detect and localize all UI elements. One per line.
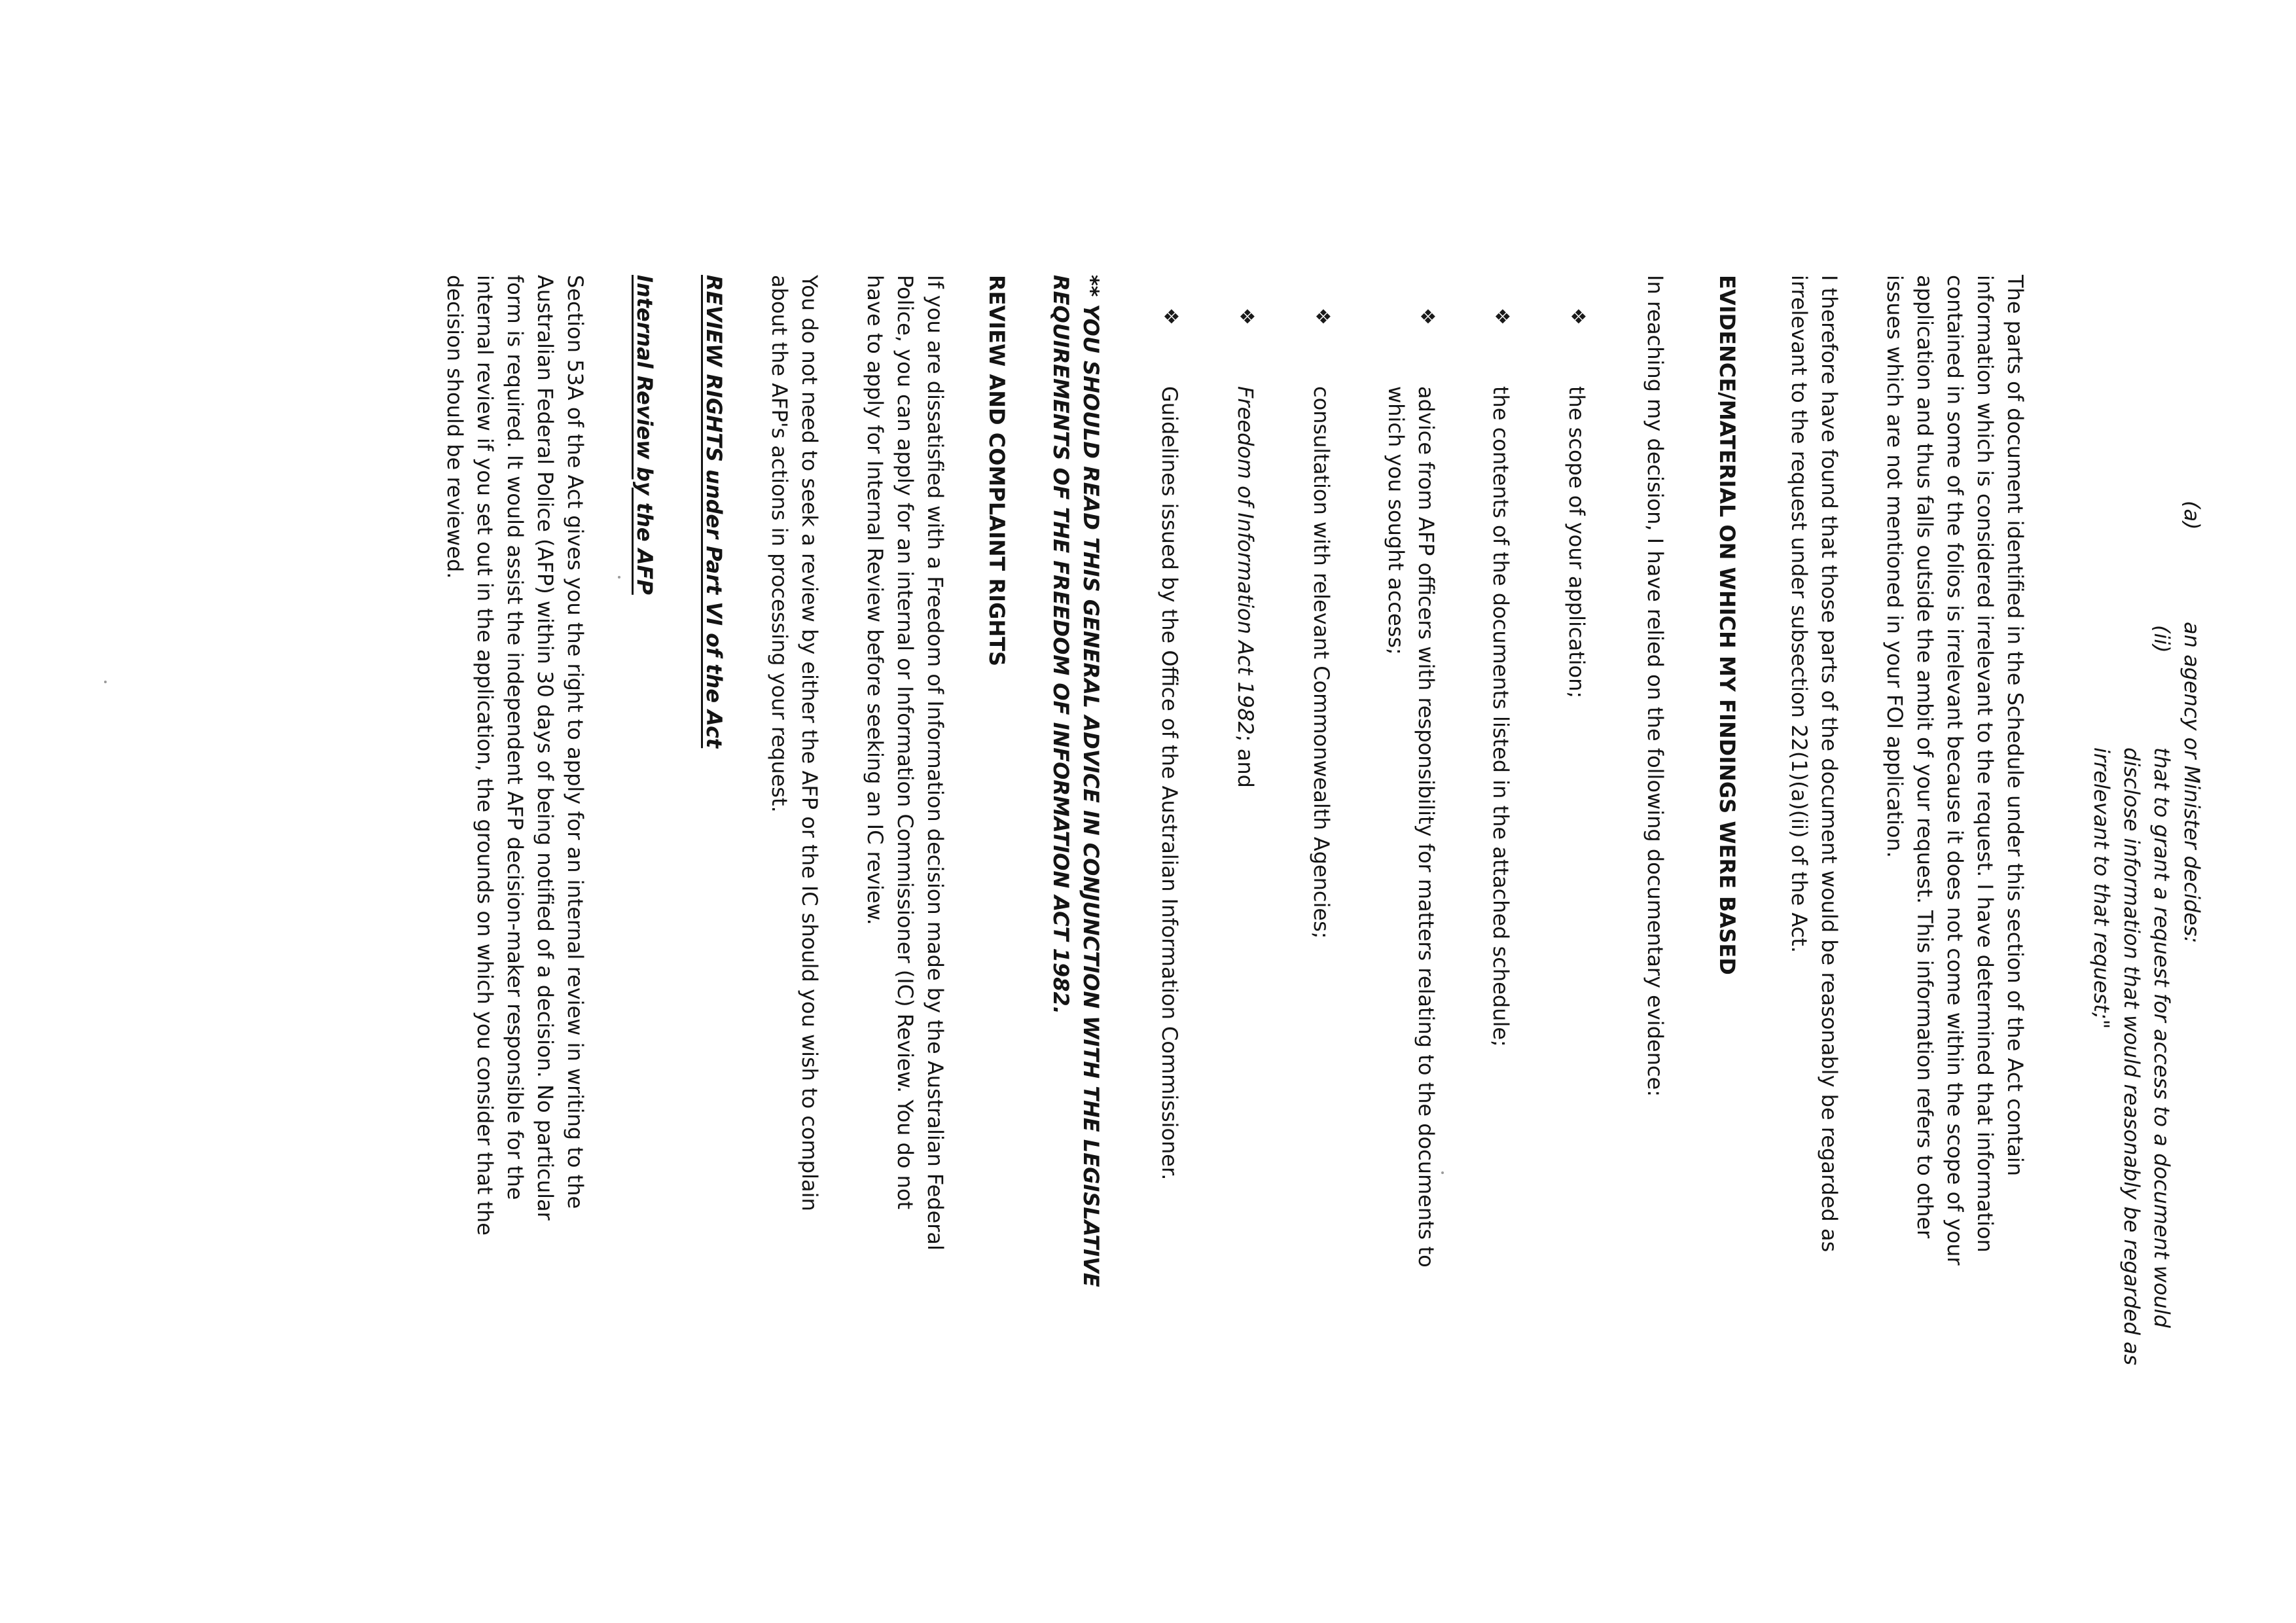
irrelevant-para-line4: application and thus falls outside the ambit of your request. This information refers to other <box>1912 275 1937 1239</box>
bullet-diamond-icon: ❖ <box>1235 308 1258 325</box>
irrelevant-para-line5: issues which are not mentioned in your FOI application. <box>1882 275 1907 858</box>
scan-speck <box>104 681 107 683</box>
item-a-text: an agency or Minister decides: <box>2179 622 2204 944</box>
evidence-item-3-line2: which you sought access; <box>1384 386 1408 655</box>
scan-speck <box>618 576 620 579</box>
review-p3-line5: decision should be reviewed. <box>442 275 467 579</box>
irrelevant-para-line1: The parts of document identified in the Schedule under this section of the Act contain <box>2003 275 2028 1176</box>
review-p1-line3: have to apply for Internal Review before seeking an IC review. <box>863 275 888 925</box>
irrelevant-para-line3: contained in some of the folios is irrelevant because it does not come within the scope of your <box>1943 275 1967 1266</box>
bullet-diamond-icon: ❖ <box>1416 308 1439 325</box>
evidence-item-4: consultation with relevant Commonwealth Agencies; <box>1309 386 1334 939</box>
bullet-diamond-icon: ❖ <box>1159 308 1182 325</box>
review-rights-heading: REVIEW RIGHTS under Part VI of the Act <box>702 275 726 749</box>
bullet-diamond-icon: ❖ <box>1566 308 1589 325</box>
evidence-item-5 <box>1233 386 1258 788</box>
evidence-intro: In reaching my decision, I have relied on the following documentary evidence: <box>1643 275 1668 1097</box>
irrelevant-para-line2: information which is considered irrelevant to the request. I have determined that information <box>1973 275 1998 1253</box>
review-p1-line2: Police, you can apply for an internal or Information Commissioner (IC) Review. You do not <box>893 275 918 1210</box>
item-ii-line3: irrelevant to that request;" <box>2089 747 2114 1029</box>
evidence-item-1: the scope of your application; <box>1564 386 1589 699</box>
advice-line2: REQUIREMENTS OF THE FREEDOM OF INFORMATION ACT 1982. <box>1049 275 1073 1014</box>
item-ii-line1: that to grant a request for access to a document would <box>2149 747 2174 1328</box>
review-p3-line4: internal review if you set out in the application, the grounds on which you consider that the <box>473 275 497 1236</box>
internal-review-heading: Internal Review by the AFP <box>632 275 657 595</box>
evidence-item-2: the contents of the documents listed in the attached schedule; <box>1488 386 1513 1047</box>
bullet-diamond-icon: ❖ <box>1490 308 1513 325</box>
foi-act-title: Freedom of Information Act 1982 <box>1233 386 1258 735</box>
evidence-item-5-suffix: ; and <box>1233 734 1258 788</box>
item-ii-line2: disclose information that would reasonably be regarded as <box>2119 747 2144 1366</box>
review-heading: REVIEW AND COMPLAINT RIGHTS <box>984 275 1009 666</box>
review-p3-line2: Australian Federal Police (AFP) within 30 days of being notified of a decision. No particular <box>533 275 558 1221</box>
found-para-line1: I therefore have found that those parts of the document would be reasonably be regarded as <box>1817 275 1842 1253</box>
bullet-diamond-icon: ❖ <box>1311 308 1334 325</box>
review-p1-line1: If you are dissatisfied with a Freedom of Information decision made by the Australian Federal <box>923 275 948 1251</box>
evidence-item-3-line1: advice from AFP officers with responsibility for matters relating to the documents to <box>1414 386 1439 1268</box>
review-p3-line1: Section 53A of the Act gives you the right to apply for an internal review in writing to the <box>563 275 588 1209</box>
scan-speck <box>1441 1171 1444 1174</box>
found-para-line2: irrelevant to the request under subsection 22(1)(a)(ii) of the Act. <box>1787 275 1812 954</box>
item-ii-label: (ii) <box>2149 625 2174 653</box>
advice-line1: ** YOU SHOULD READ THIS GENERAL ADVICE IN CONJUNCTION WITH THE LEGISLATIVE <box>1079 275 1103 1287</box>
item-a-label: (a) <box>2179 501 2204 530</box>
review-p2-line1: You do not need to seek a review by either the AFP or the IC should you wish to complain <box>797 275 822 1211</box>
evidence-heading: EVIDENCE/MATERIAL ON WHICH MY FINDINGS WERE BASED <box>1715 275 1740 975</box>
review-p2-line2: about the AFP's actions in processing your request. <box>767 275 792 813</box>
evidence-item-6: Guidelines issued by the Office of the Australian Information Commissioner. <box>1157 386 1182 1181</box>
review-p3-line3: form is required. It would assist the independent AFP decision-maker responsible for the <box>503 275 528 1200</box>
